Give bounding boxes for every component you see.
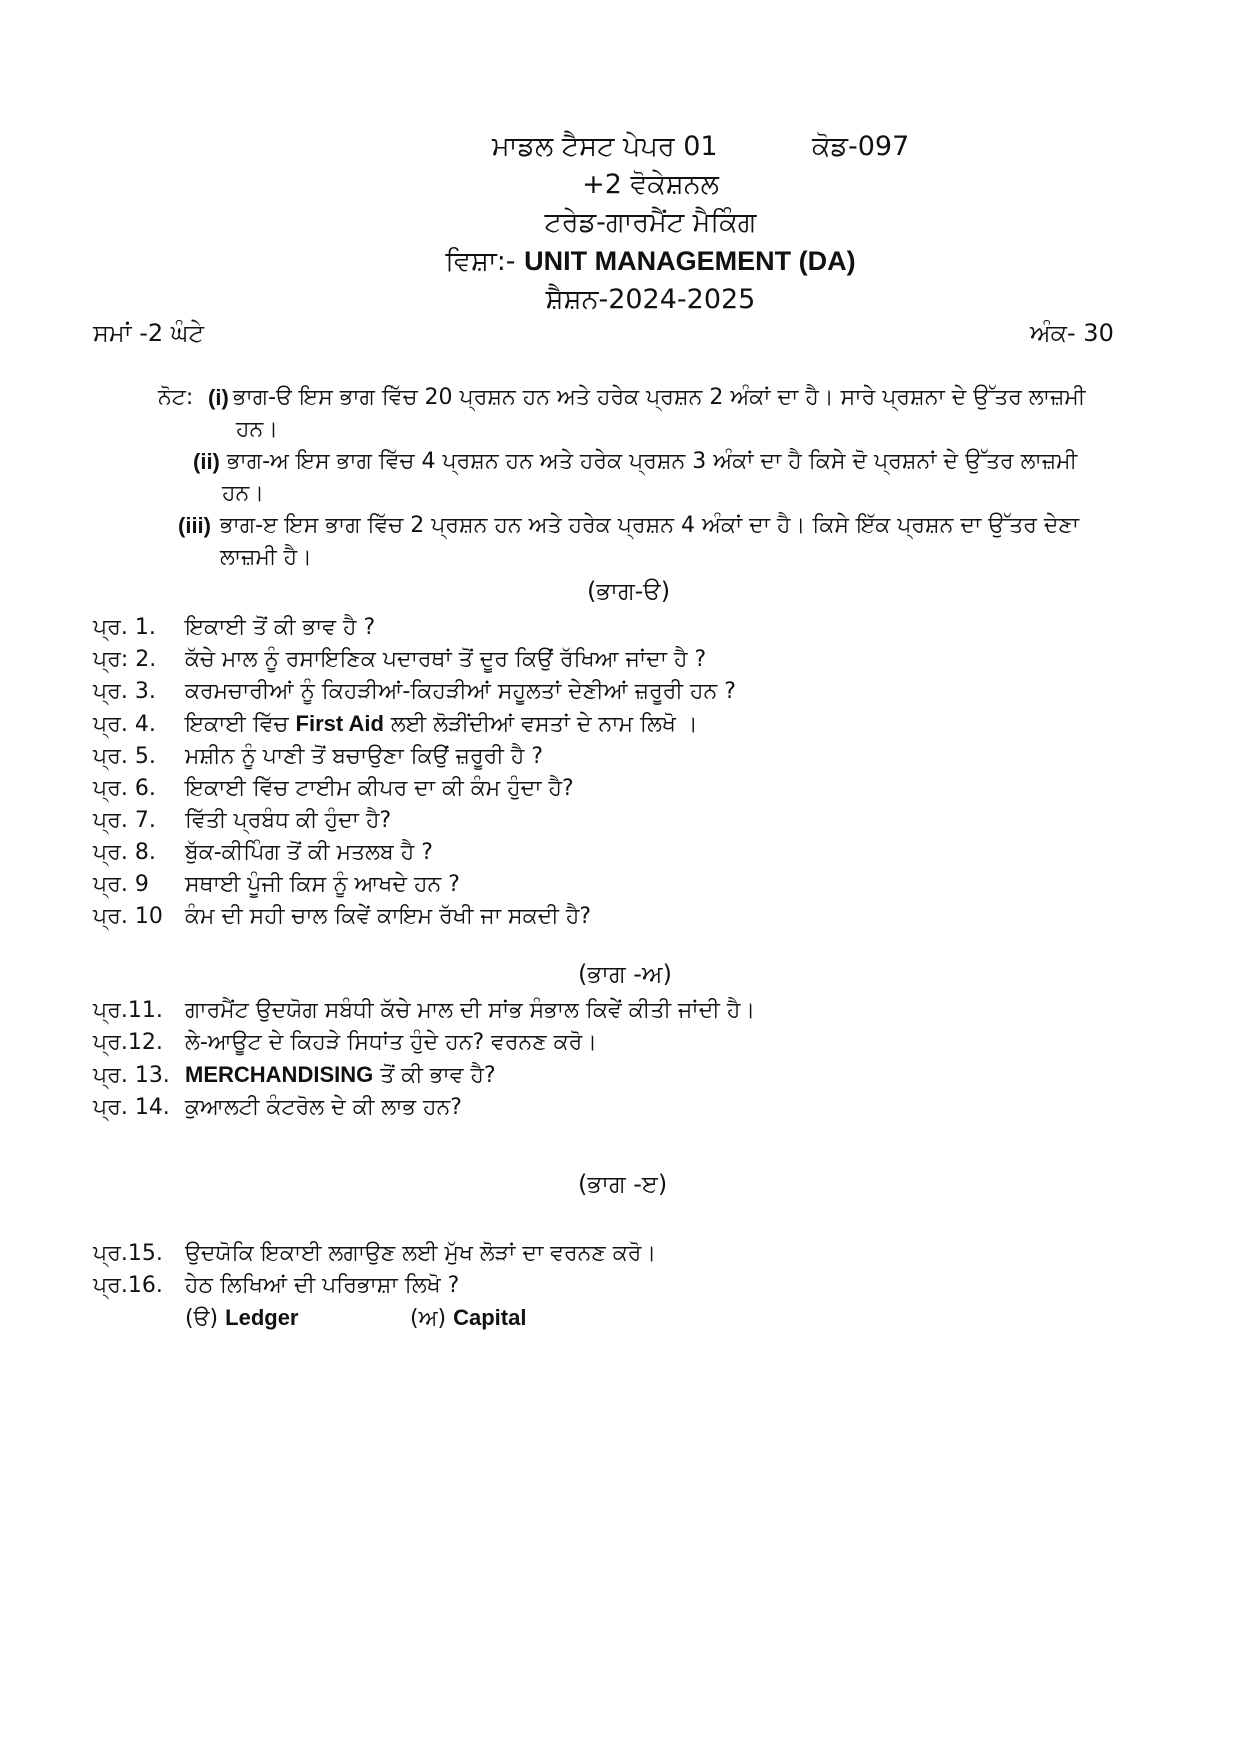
note-2-line-1: ਭਾਗ-ਅ ਇਸ ਭਾਗ ਵਿੱਚ 4 ਪ੍ਰਸ਼ਨ ਹਨ ਅਤੇ ਹਰੇਕ ਪ੍ਰਸ਼ਨ 3 ਅੰਕਾਂ ਦਾ ਹੈ ਕਿਸੇ ਦੋ ਪ੍ਰਸ਼ਨਾਂ ਦੇ ਉੱਤਰ ਲਾਜ਼ਮੀ xyxy=(227,449,1078,474)
question-11: ਪ੍ਰ.11. ਗਾਰਮੈਂਟ ਉਦਯੋਗ ਸਬੰਧੀ ਕੱਚੇ ਮਾਲ ਦੀ ਸਾਂਭ ਸੰਭਾਲ ਕਿਵੇਂ ਕੀਤੀ ਜਾਂਦੀ ਹੈ। xyxy=(93,998,756,1023)
question-5: ਪ੍ਰ. 5. ਮਸ਼ੀਨ ਨੂੰ ਪਾਣੀ ਤੋਂ ਬਚਾਉਣਾ ਕਿਉਂ ਜ਼ਰੂਰੀ ਹੈ ? xyxy=(93,744,544,769)
subject-name: UNIT MANAGEMENT (DA) xyxy=(524,246,856,276)
question-7: ਪ੍ਰ. 7. ਵਿੱਤੀ ਪ੍ਰਬੰਧ ਕੀ ਹੁੰਦਾ ਹੈ? xyxy=(93,808,392,833)
note-1-line-2: ਹਨ। xyxy=(236,417,279,442)
note-2-line-2: ਹਨ। xyxy=(222,481,265,506)
subject-prefix: ਵਿਸ਼ਾ:- xyxy=(445,246,516,277)
total-marks: ਅੰਕ- 30 xyxy=(1030,319,1114,347)
sub-part-b xyxy=(410,1302,526,1335)
paper-code: ਕੋਡ-097 xyxy=(812,131,910,162)
note-3-number: (iii) xyxy=(178,513,211,538)
question-14: ਪ੍ਰ. 14. ਕੁਆਲਟੀ ਕੰਟਰੋਲ ਦੇ ਕੀ ਲਾਭ ਹਨ? xyxy=(93,1095,462,1120)
sub-part-a-label: (ੳ) xyxy=(185,1306,219,1331)
question-16: ਪ੍ਰ.16. ਹੇਠ ਲਿਖਿਆਂ ਦੀ ਪਰਿਭਾਸ਼ਾ ਲਿਖੋ ? xyxy=(93,1273,460,1298)
question-4: ਪ੍ਰ. 4. ਇਕਾਈ ਵਿੱਚ First Aid ਲਈ ਲੋੜੀਂਦੀਆਂ ਵਸਤਾਂ ਦੇ ਨਾਮ ਲਿਖੋ । xyxy=(93,711,698,737)
trade-line: ਟਰੇਡ-ਗਾਰਮੈਂਟ ਮੈਕਿੰਗ xyxy=(544,207,757,238)
section-a-questions xyxy=(93,612,736,933)
section-b-questions xyxy=(93,995,755,1124)
section-c-questions xyxy=(93,1238,656,1302)
paper-title: ਮਾਡਲ ਟੈਸਟ ਪੇਪਰ 01 xyxy=(492,131,718,162)
question-9: ਪ੍ਰ. 9 ਸਥਾਈ ਪੂੰਜੀ ਕਿਸ ਨੂੰ ਆਖਦੇ ਹਨ ? xyxy=(93,872,460,897)
note-3-line-1: ਭਾਗ-ੲ ਇਸ ਭਾਗ ਵਿੱਚ 2 ਪ੍ਰਸ਼ਨ ਹਨ ਅਤੇ ਹਰੇਕ ਪ੍ਰਸ਼ਨ 4 ਅੰਕਾਂ ਦਾ ਹੈ। ਕਿਸੇ ਇੱਕ ਪ੍ਰਸ਼ਨ ਦਾ ਉੱਤਰ ਦੇਣਾ xyxy=(220,513,1080,538)
session-line: ਸ਼ੈਸ਼ਨ-2024-2025 xyxy=(545,284,756,315)
question-2: ਪ੍ਰ: 2. ਕੱਚੇ ਮਾਲ ਨੂੰ ਰਸਾਇਣਿਕ ਪਦਾਰਥਾਂ ਤੋਂ ਦੂਰ ਕਿਉਂ ਰੱਖਿਆ ਜਾਂਦਾ ਹੈ ? xyxy=(93,647,707,672)
section-b-heading: (ਭਾਗ -ਅ) xyxy=(578,960,672,988)
note-1-line-1: ਭਾਗ-ੳ ਇਸ ਭਾਗ ਵਿੱਚ 20 ਪ੍ਰਸ਼ਨ ਹਨ ਅਤੇ ਹਰੇਕ ਪ੍ਰਸ਼ਨ 2 ਅੰਕਾਂ ਦਾ ਹੈ। ਸਾਰੇ ਪ੍ਰਸ਼ਨਾ ਦੇ ਉੱਤਰ ਲਾਜ਼ਮੀ xyxy=(233,385,1086,410)
note-2-number: (ii) xyxy=(193,449,220,474)
note-1-number: (i) xyxy=(208,385,229,410)
note-label: ਨੋਟ: xyxy=(158,385,194,410)
sub-part-b-label: (ਅ) xyxy=(410,1306,447,1331)
question-8: ਪ੍ਰ. 8. ਬੁੱਕ-ਕੀਪਿੰਗ ਤੋਂ ਕੀ ਮਤਲਬ ਹੈ ? xyxy=(93,840,433,865)
class-line: +2 ਵੋਕੇਸ਼ਨਲ xyxy=(582,169,719,200)
note-3-line-2: ਲਾਜ਼ਮੀ ਹੈ। xyxy=(220,545,312,570)
question-3: ਪ੍ਰ. 3. ਕਰਮਚਾਰੀਆਂ ਨੂੰ ਕਿਹੜੀਆਂ-ਕਿਹੜੀਆਂ ਸਹੂਲਤਾਂ ਦੇਣੀਆਂ ਜ਼ਰੂਰੀ ਹਨ ? xyxy=(93,679,736,704)
question-13: ਪ੍ਰ. 13. MERCHANDISING ਤੋਂ ਕੀ ਭਾਵ ਹੈ? xyxy=(93,1062,496,1088)
sub-part-b-text: Capital xyxy=(453,1305,527,1330)
section-a-heading: (ਭਾਗ-ੳ) xyxy=(587,577,671,605)
subject-line xyxy=(30,244,1241,279)
sub-part-a-text: Ledger xyxy=(225,1305,299,1330)
section-c-heading: (ਭਾਗ -ੲ) xyxy=(578,1170,668,1198)
question-15: ਪ੍ਰ.15. ਉਦਯੋਕਿ ਇਕਾਈ ਲਗਾਉਣ ਲਈ ਮੁੱਖ ਲੋੜਾਂ ਦਾ ਵਰਨਣ ਕਰੋ। xyxy=(93,1241,657,1266)
time-allowed: ਸਮਾਂ -2 ਘੰਟੇ xyxy=(93,319,204,347)
question-1: ਪ੍ਰ. 1. ਇਕਾਈ ਤੋਂ ਕੀ ਭਾਵ ਹੈ ? xyxy=(93,615,376,640)
question-12: ਪ੍ਰ.12. ਲੇ-ਆਊਟ ਦੇ ਕਿਹੜੇ ਸਿਧਾਂਤ ਹੁੰਦੇ ਹਨ? ਵਰਨਣ ਕਰੋ। xyxy=(93,1030,598,1055)
question-10: ਪ੍ਰ. 10 ਕੰਮ ਦੀ ਸਹੀ ਚਾਲ ਕਿਵੇਂ ਕਾਇਮ ਰੱਖੀ ਜਾ ਸਕਦੀ ਹੈ? xyxy=(93,904,592,929)
sub-part-a xyxy=(185,1302,299,1335)
question-6: ਪ੍ਰ. 6. ਇਕਾਈ ਵਿੱਚ ਟਾਈਮ ਕੀਪਰ ਦਾ ਕੀ ਕੰਮ ਹੁੰਦਾ ਹੈ? xyxy=(93,776,574,801)
